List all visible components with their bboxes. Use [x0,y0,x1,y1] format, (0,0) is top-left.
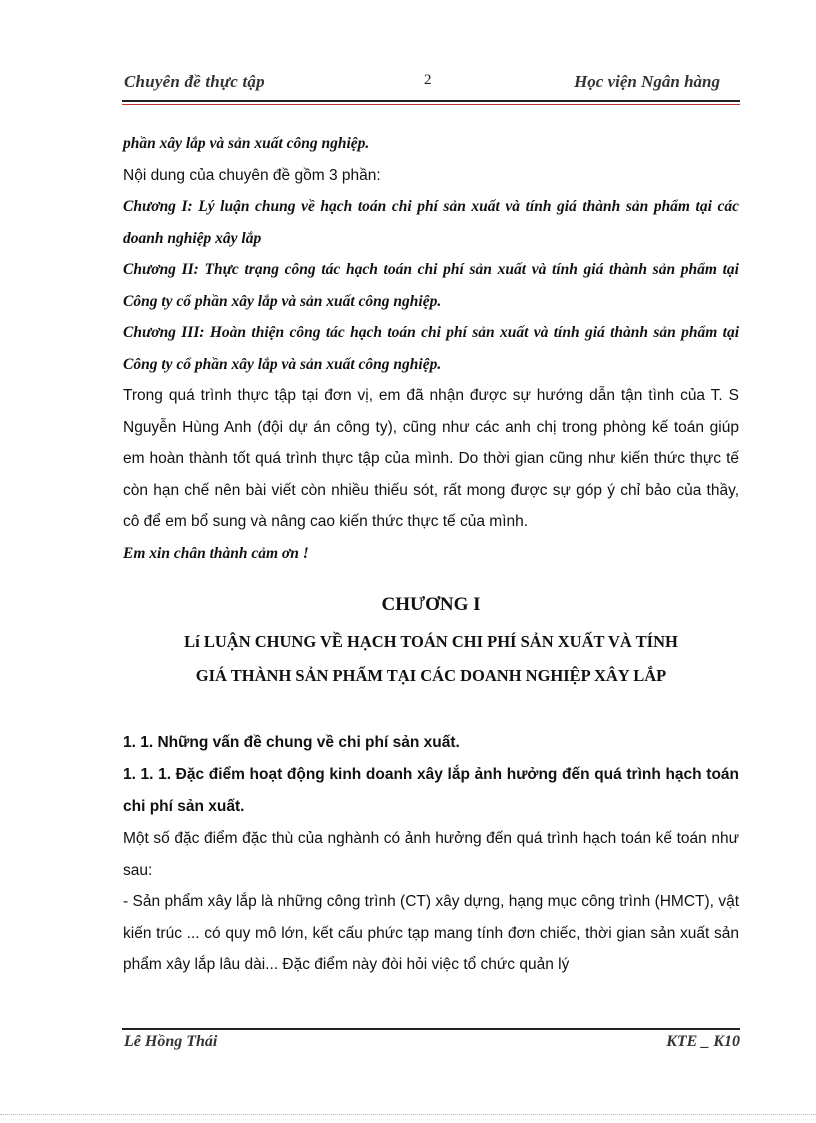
footer-class-code: KTE _ K10 [666,1033,740,1050]
section-heading: 1. 1. Những vấn đề chung về chi phí sản xuất. [123,734,460,751]
header-rule-accent [122,104,740,105]
paragraph: Một số đặc điểm đặc thù của nghành có ảnh hưởng đến quá trình hạch toán kế toán như sau: [123,830,739,879]
subsection-heading: 1. 1. 1. Đặc điểm hoạt động kinh doanh xây lắp ảnh hưởng đến quá trình hạch toán chi phí sản xuất. [123,766,739,815]
footer-author: Lê Hồng Thái [124,1033,218,1050]
page-break-line [0,1114,816,1115]
paragraph: - Sản phẩm xây lắp là những công trình (CT) xây dựng, hạng mục công trình (HMCT), vật kiến trúc ... có quy mô lớn, kết cấu phức tạp mang tính đơn chiếc, thời gian sản xuất sản phẩm xây lắp lâu dài... Đặc điểm này đòi hỏi việc tổ chức quản lý [123,893,739,973]
chapter-title-line: Lí LUẬN CHUNG VỀ HẠCH TOÁN CHI PHÍ SẢN XUẤT VÀ TÍNH [184,632,678,651]
footer-rule [122,1028,740,1030]
header-institution: Học viện Ngân hàng [574,72,720,91]
chapter-outline-item: Chương III: Hoàn thiện công tác hạch toán chi phí sản xuất và tính giá thành sản phẩm tại Công ty cổ phần xây lắp và sản xuất công nghiệp. [123,324,739,373]
thanks-line: Em xin chân thành cảm ơn ! [123,544,309,562]
paragraph: Nội dung của chuyên đề gồm 3 phần: [123,166,381,184]
header-title: Chuyên đề thực tập [124,72,265,91]
page-number: 2 [424,72,432,88]
chapter-title [123,625,739,693]
chapter-heading: CHƯƠNG I [381,594,481,615]
document-body [123,128,739,981]
paragraph: phần xây lắp và sản xuất công nghiệp. [123,135,370,152]
header-rule [122,100,740,102]
paragraph: Trong quá trình thực tập tại đơn vị, em đã nhận được sự hướng dẫn tận tình của T. S Nguyễn Hùng Anh (đội dự án công ty), cũng như các anh chị trong phòng kế toán giúp em hoàn thành tốt quá trình thực tập của mình. Do thời gian cũng như kiến thức thực tế còn hạn chế nên bài viết còn nhiều thiếu sót, rất mong được sự góp ý chỉ bảo của thầy, cô để em bổ sung và nâng cao kiến thức thực tế của mình. [123,387,739,530]
chapter-title-line: GIÁ THÀNH SẢN PHẨM TẠI CÁC DOANH NGHIỆP XÂY LẮP [195,666,667,685]
chapter-outline-item: Chương I: Lý luận chung về hạch toán chi phí sản xuất và tính giá thành sản phẩm tại các doanh nghiệp xây lắp [123,198,739,247]
chapter-outline-item: Chương II: Thực trạng công tác hạch toán chi phí sản xuất và tính giá thành sản phẩm tại Công ty cổ phần xây lắp và sản xuất công nghiệp. [123,261,739,310]
